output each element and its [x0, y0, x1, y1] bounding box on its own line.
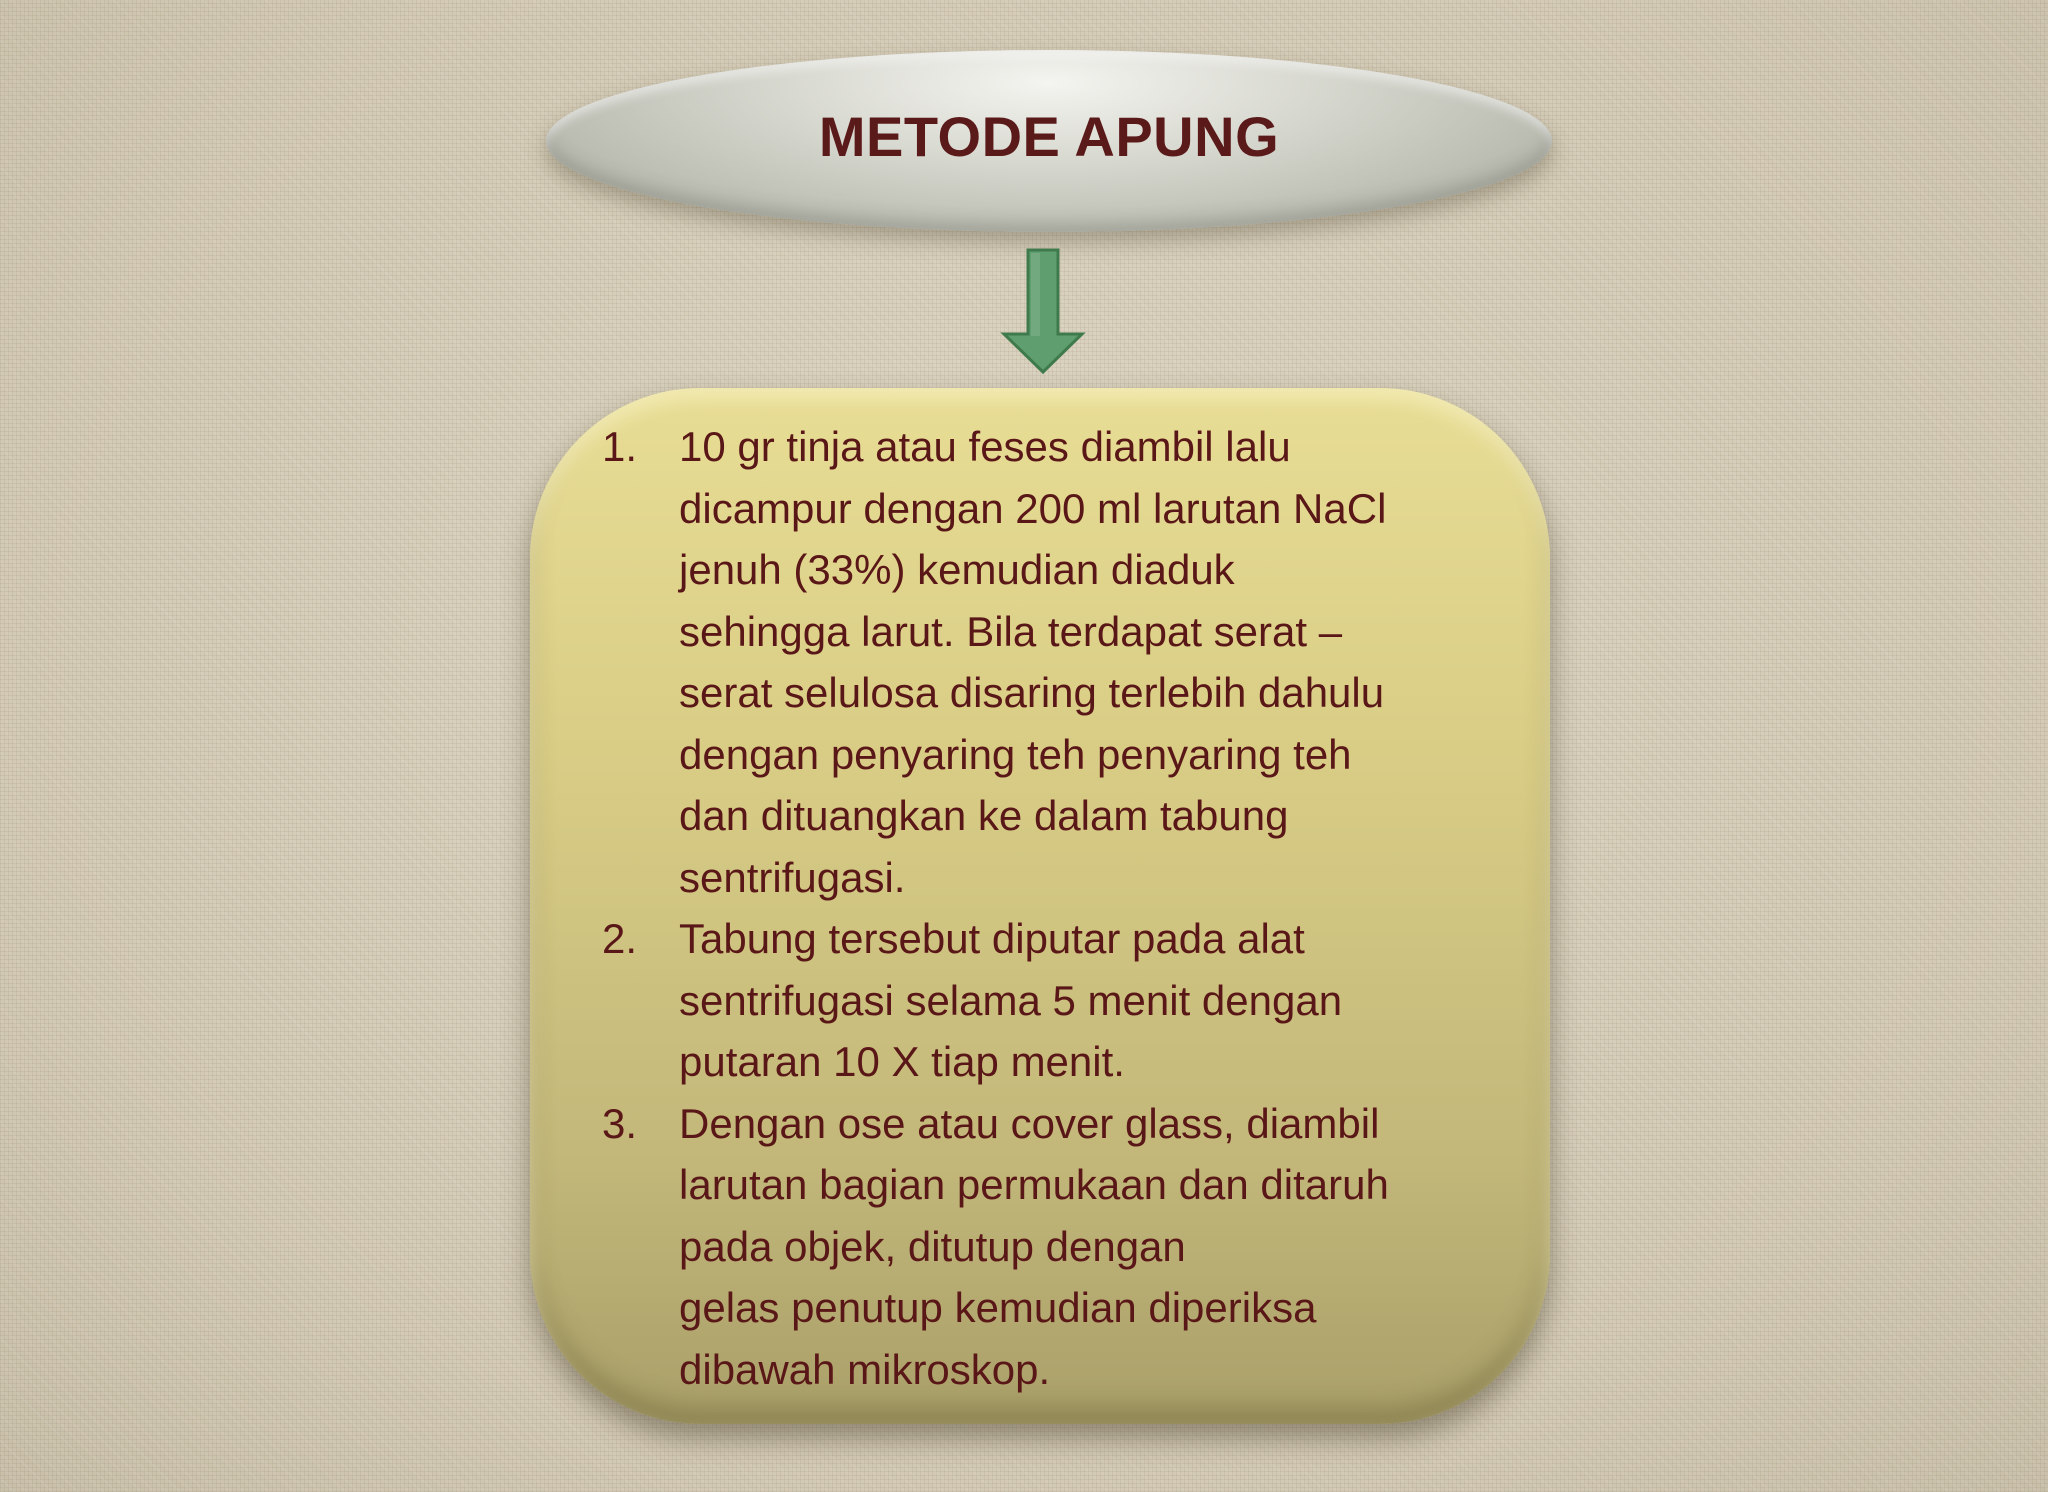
step-line: pada objek, ditutup dengan: [679, 1222, 1186, 1270]
step-line: sentrifugasi.: [679, 853, 906, 901]
step-line: sehingga larut. Bila terdapat serat –: [679, 607, 1343, 655]
steps-list: [602, 416, 1522, 1400]
step-line: dengan penyaring teh penyaring teh: [679, 730, 1352, 778]
step-line: serat selulosa disaring terlebih dahulu: [679, 669, 1385, 716]
step-line: larutan bagian permukaan dan ditaruh: [679, 1161, 1389, 1208]
step-line: 10 gr tinja atau feses diambil lalu: [679, 423, 1291, 470]
step-line: gelas penutup kemudian diperiksa: [679, 1284, 1317, 1331]
steps-box: [530, 388, 1550, 1424]
step-line: jenuh (33%) kemudian diaduk: [679, 546, 1235, 593]
arrow-down-icon: [1000, 248, 1086, 378]
page-title: METODE APUNG: [818, 104, 1280, 168]
step-item: [602, 1093, 1522, 1401]
step-line: dicampur dengan 200 ml larutan NaCl: [679, 484, 1387, 532]
step-line: sentrifugasi selama 5 menit dengan: [679, 976, 1343, 1024]
step-line: Tabung tersebut diputar pada alat: [679, 915, 1305, 962]
step-line: dibawah mikroskop.: [679, 1345, 1051, 1393]
step-item: [602, 908, 1522, 1093]
step-number: 2.: [602, 915, 638, 962]
step-line: dan dituangkan ke dalam tabung: [679, 792, 1289, 839]
step-line: Dengan ose atau cover glass, diambil: [679, 1099, 1380, 1147]
step-item: [602, 416, 1522, 908]
step-line: putaran 10 X tiap menit.: [679, 1038, 1125, 1085]
step-number: 1.: [602, 423, 638, 470]
title-ellipse: [546, 50, 1552, 232]
step-number: 3.: [602, 1099, 638, 1147]
